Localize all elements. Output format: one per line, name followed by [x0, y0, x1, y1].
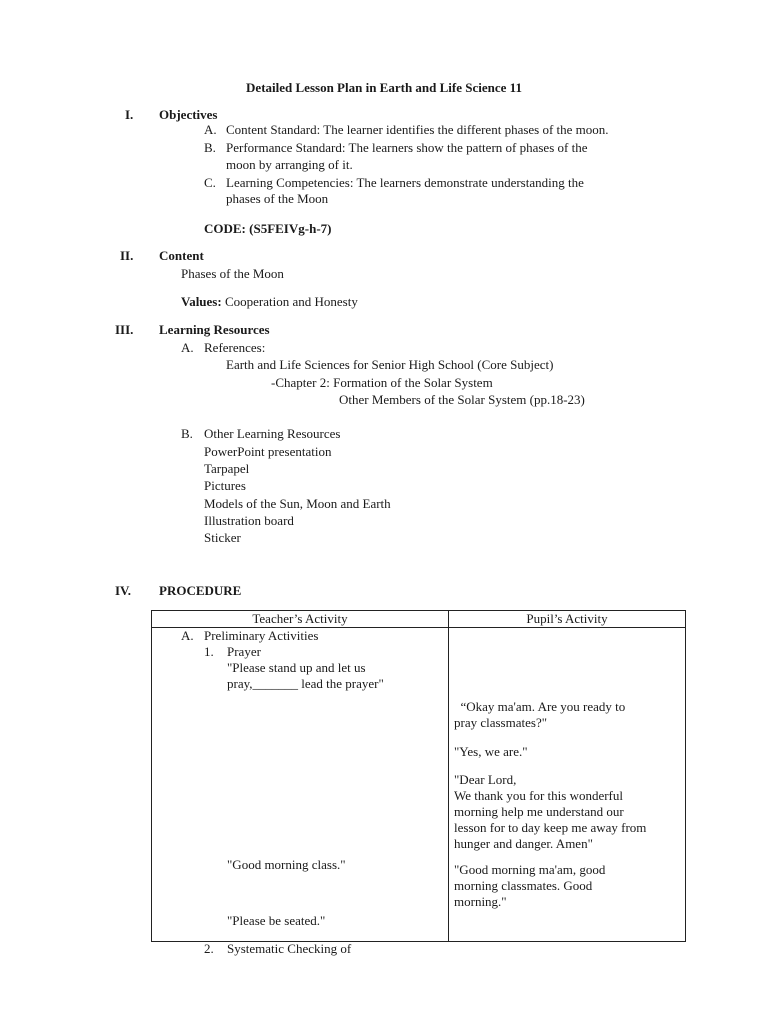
- values-label: Values:: [181, 294, 222, 309]
- competency-code: CODE: (S5FEIVg-h-7): [204, 221, 332, 236]
- reference-book: Earth and Life Sciences for Senior High School (Core Subject): [226, 357, 554, 372]
- page-title: Detailed Lesson Plan in Earth and Life Science 11: [246, 80, 522, 95]
- pupil-prayer-line: "Dear Lord,: [454, 772, 517, 787]
- resource-item: Tarpapel: [204, 461, 250, 476]
- procedure-heading: PROCEDURE: [159, 583, 242, 598]
- content-topic: Phases of the Moon: [181, 266, 284, 281]
- pupil-activity-header: Pupil’s Activity: [449, 611, 686, 628]
- pupil-ready-line2: pray classmates?": [454, 715, 548, 730]
- pupil-greeting-line: morning.": [454, 894, 507, 909]
- teacher-seated: "Please be seated.": [227, 913, 326, 928]
- objectives-heading: Objectives: [159, 107, 218, 122]
- pupil-greeting-line: "Good morning ma'am, good: [454, 862, 606, 877]
- pupil-ready-line1: “Okay ma'am. Are you ready to: [454, 699, 626, 714]
- references-letter: A.: [181, 340, 194, 355]
- values-line: [181, 293, 358, 310]
- teacher-greeting: "Good morning class.": [227, 857, 346, 872]
- item2-title: Systematic Checking of: [227, 941, 352, 956]
- table-header-row: [152, 611, 686, 628]
- pupil-prayer-line: We thank you for this wonderful: [454, 788, 623, 803]
- reference-chapter: -Chapter 2: Formation of the Solar System: [271, 375, 493, 390]
- item2-number: 2.: [204, 941, 214, 956]
- pupil-activity-cell: [449, 628, 686, 942]
- objective-a-text: Content Standard: The learner identifies the different phases of the moon.: [226, 122, 609, 137]
- objective-b-letter: B.: [204, 140, 216, 155]
- resources-number: III.: [115, 322, 134, 337]
- section-title: Preliminary Activities: [204, 628, 319, 643]
- references-label: References:: [204, 340, 266, 355]
- pupil-prayer-line: morning help me understand our: [454, 804, 624, 819]
- prayer-instruction-line2: pray,_______ lead the prayer": [227, 676, 384, 691]
- reference-pages: Other Members of the Solar System (pp.18-23): [339, 392, 585, 407]
- resource-item: Illustration board: [204, 513, 294, 528]
- resources-heading: Learning Resources: [159, 322, 270, 337]
- content-heading: Content: [159, 248, 204, 263]
- prayer-instruction-line1: "Please stand up and let us: [227, 660, 366, 675]
- objective-c-text-line2: phases of the Moon: [226, 191, 329, 206]
- procedure-number: IV.: [115, 583, 132, 598]
- objective-a-letter: A.: [204, 122, 217, 137]
- item1-title: Prayer: [227, 644, 261, 659]
- pupil-prayer-line: hunger and danger. Amen": [454, 836, 593, 851]
- item1-number: 1.: [204, 644, 214, 659]
- resource-item: Pictures: [204, 478, 246, 493]
- content-number: II.: [120, 248, 134, 263]
- pupil-greeting-line: morning classmates. Good: [454, 878, 593, 893]
- objectives-number: I.: [125, 107, 134, 122]
- resource-item: Sticker: [204, 530, 241, 545]
- other-resources-label: Other Learning Resources: [204, 426, 341, 441]
- objective-b-text-line2: moon by arranging of it.: [226, 157, 353, 172]
- objective-b-text-line1: Performance Standard: The learners show the pattern of phases of the: [226, 140, 588, 155]
- teacher-activity-header: Teacher’s Activity: [152, 611, 449, 628]
- table-row: [152, 628, 686, 942]
- resource-item: Models of the Sun, Moon and Earth: [204, 496, 391, 511]
- values-text: Cooperation and Honesty: [221, 294, 358, 309]
- resource-item: PowerPoint presentation: [204, 444, 332, 459]
- pupil-yes: "Yes, we are.": [454, 744, 528, 759]
- section-letter: A.: [181, 628, 194, 643]
- other-resources-letter: B.: [181, 426, 193, 441]
- objective-c-letter: C.: [204, 175, 216, 190]
- pupil-prayer-line: lesson for to day keep me away from: [454, 820, 647, 835]
- procedure-table: [151, 610, 686, 956]
- teacher-activity-cell: [152, 628, 449, 956]
- objective-c-text-line1: Learning Competencies: The learners demonstrate understanding the: [226, 175, 584, 190]
